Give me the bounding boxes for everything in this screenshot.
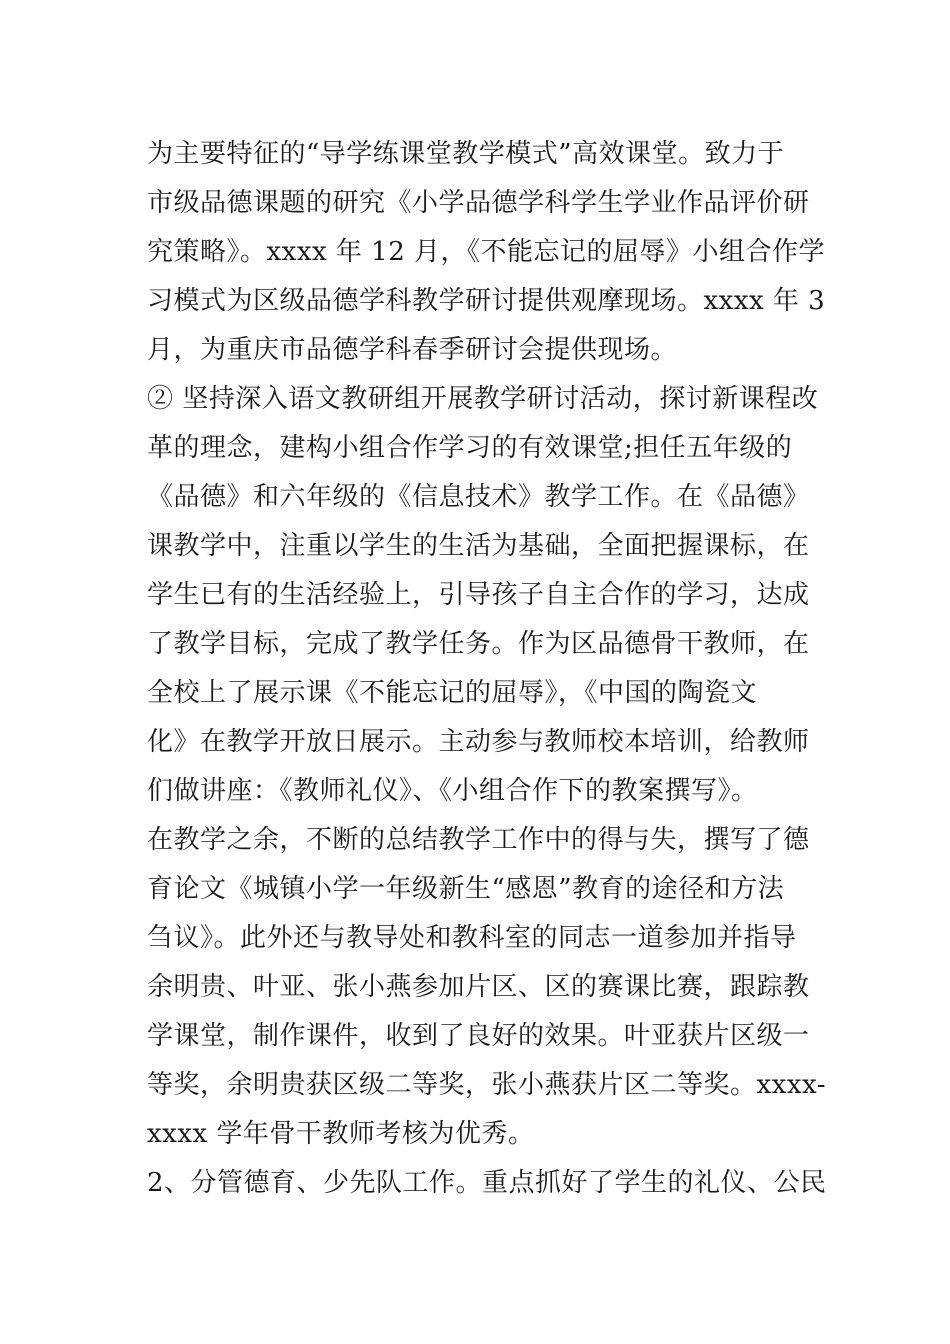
text-line-20: 等奖，余明贵获区级二等奖，张小燕获片区二等奖。xxxx-	[147, 1070, 826, 1100]
text-line-18: 余明贵、叶亚、张小燕参加片区、区的赛课比赛，跟踪教	[147, 972, 810, 1002]
text-line-19: 学课堂，制作课件，收到了良好的效果。叶亚获片区级一	[147, 1021, 810, 1051]
text-line-17: 刍议》。此外还与教导处和教科室的同志一道参加并指导	[147, 923, 797, 953]
text-line-2: 市级品德课题的研究《小学品德学科学生学业作品评价研	[147, 188, 810, 218]
text-line-3: 究策略》。xxxx 年 12 月，《不能忘记的屈辱》小组合作学	[147, 237, 826, 267]
text-line-13: 化》在教学开放日展示。主动参与教师校本培训，给教师	[147, 727, 810, 757]
text-line-22: 2、分管德育、少先队工作。重点抓好了学生的礼仪、公民	[147, 1168, 827, 1198]
text-line-5: 月，为重庆市品德学科春季研讨会提供现场。	[147, 335, 678, 365]
text-line-11: 了教学目标，完成了教学任务。作为区品德骨干教师，在	[147, 629, 810, 659]
text-line-14: 们做讲座：《教师礼仪》、《小组合作下的教案撰写》。	[147, 776, 758, 806]
text-line-8: 《品德》和六年级的《信息技术》教学工作。在《品德》	[147, 482, 810, 512]
text-line-6: ② 坚持深入语文教研组开展教学研讨活动，探讨新课程改	[147, 384, 819, 414]
text-line-16: 育论文《城镇小学一年级新生“感恩”教育的途径和方法	[147, 874, 785, 904]
text-line-9: 课教学中，注重以学生的生活为基础，全面把握课标，在	[147, 531, 810, 561]
text-line-1: 为主要特征的“导学练课堂教学模式”高效课堂。致力于	[147, 139, 785, 169]
text-line-7: 革的理念，建构小组合作学习的有效课堂;担任五年级的	[147, 433, 793, 463]
text-line-21: xxxx 学年骨干教师考核为优秀。	[147, 1119, 535, 1149]
text-line-10: 学生已有的生活经验上，引导孩子自主合作的学习，达成	[147, 580, 810, 610]
text-line-15: 在教学之余，不断的总结教学工作中的得与失，撰写了德	[147, 825, 810, 855]
text-line-4: 习模式为区级品德学科教学研讨提供观摩现场。xxxx 年 3	[147, 286, 826, 316]
text-line-12: 全校上了展示课《不能忘记的屈辱》，《中国的陶瓷文	[147, 678, 758, 708]
document-body	[147, 130, 827, 1208]
